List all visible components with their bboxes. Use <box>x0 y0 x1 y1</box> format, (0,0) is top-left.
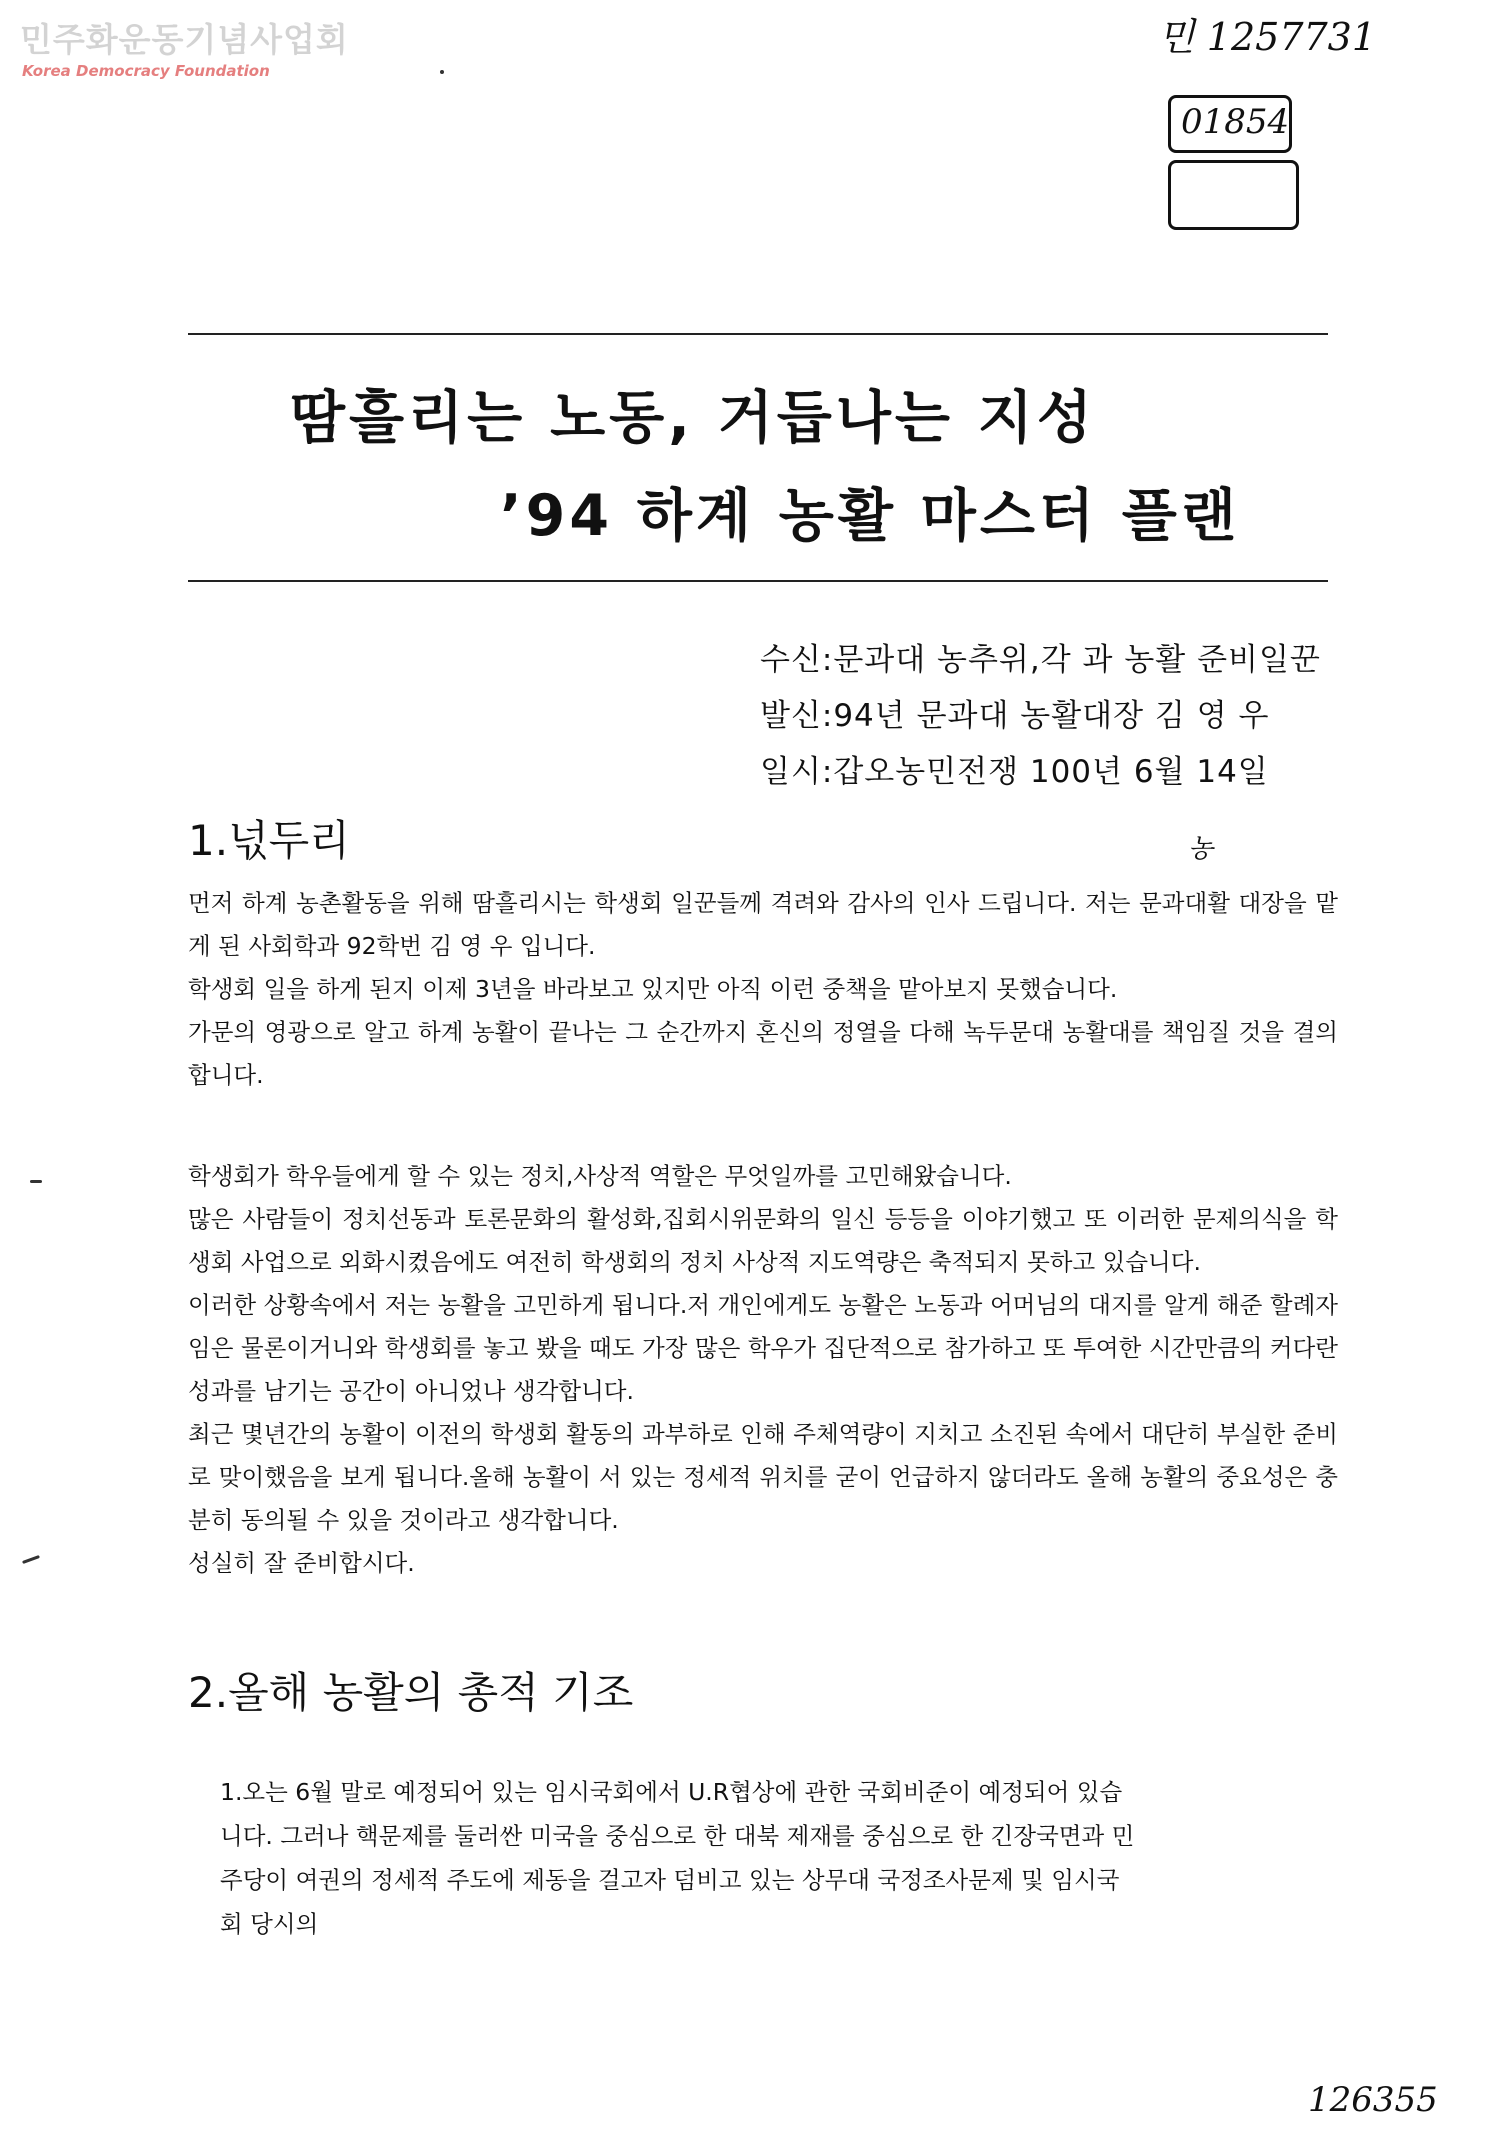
title-bottom-rule <box>188 580 1328 582</box>
section-1-paragraph: 먼저 하계 농촌활동을 위해 땀흘리시는 학생회 일꾼들께 격려와 감사의 인사 드립니다. 저는 문과대활 대장을 맡게 된 사회학과 92학번 김 영 우 입니다. <box>188 889 1338 960</box>
foundation-watermark-korean: 민주화운동기념사업회 <box>20 20 349 59</box>
section-1-paragraph: 학생회가 학우들에게 할 수 있는 정치,사상적 역할은 무엇일까를 고민해왔습니다. <box>188 1162 1012 1190</box>
handwritten-box-number <box>1168 95 1292 153</box>
section-2-heading: 2.올해 농활의 총적 기조 <box>188 1668 634 1717</box>
section-1-heading: 1.넋두리 <box>188 816 350 865</box>
box-number-text: 01854 <box>1181 102 1290 142</box>
foundation-watermark-english: Korea Democracy Foundation <box>22 62 270 80</box>
section-1-paragraph: 학생회 일을 하게 된지 이제 3년을 바라보고 있지만 아직 이런 중책을 맡아보지 못했습니다. <box>188 975 1118 1003</box>
section-1-paragraph: 성실히 잘 준비합시다. <box>188 1549 415 1577</box>
handwritten-margin-note: 농 <box>1188 834 1214 864</box>
scan-speck <box>30 1180 42 1183</box>
handwritten-archive-number: 민 1257731 <box>1158 15 1377 59</box>
empty-handwritten-box <box>1168 160 1299 230</box>
sender-line: 발신:94년 문과대 농활대장 김 영 우 <box>760 698 1270 734</box>
section-1-paragraph: 많은 사람들이 정치선동과 토론문화의 활성화,집회시위문화의 일신 등등을 이야기했고 또 이러한 문제의식을 학생회 사업으로 외화시켰음에도 여전히 학생회의 정치 사상적 지도역량은 축적되지 못하고 있습니다. <box>188 1205 1338 1276</box>
recipient-line: 수신:문과대 농추위,각 과 농활 준비일꾼 <box>760 642 1321 678</box>
section-2-paragraph: 1.오는 6월 말로 예정되어 있는 임시국회에서 U.R협상에 관한 국회비준이 예정되어 있습니다. 그러나 핵문제를 둘러싼 미국을 중심으로 한 대북 제재를 중심으로 한 긴장국면과 민주당이 여권의 정세적 주도에 제동을 걸고자 덤비고 있는 상무대 국정조사문제 및 임시국회 당시의 <box>220 1778 1135 1938</box>
scan-speck <box>440 70 444 74</box>
title-top-rule <box>188 333 1328 335</box>
handwritten-page-number: 126355 <box>1308 2080 1438 2120</box>
document-title: 땀흘리는 노동, 거듭나는 지성 <box>290 385 1096 451</box>
section-1-paragraph: 이러한 상황속에서 저는 농활을 고민하게 됩니다.저 개인에게도 농활은 노동과 어머님의 대지를 알게 해준 할례자임은 물론이거니와 학생회를 놓고 봤을 때도 가장 많은 학우가 집단적으로 참가하고 또 투여한 시간만큼의 커다란 성과를 남기는 공간이 아니었나 생각합니다. <box>188 1291 1338 1405</box>
section-1-paragraph: 최근 몇년간의 농활이 이전의 학생회 활동의 과부하로 인해 주체역량이 지치고 소진된 속에서 대단히 부실한 준비로 맞이했음을 보게 됩니다.올해 농활이 서 있는 정세적 위치를 굳이 언급하지 않더라도 올해 농활의 중요성은 충분히 동의될 수 있을 것이라고 생각합니다. <box>188 1420 1338 1534</box>
document-subtitle: ’94 하계 농활 마스터 플랜 <box>500 483 1240 549</box>
scan-speck <box>22 1555 40 1564</box>
section-1-paragraph: 가문의 영광으로 알고 하계 농활이 끝나는 그 순간까지 혼신의 정열을 다해 녹두문대 농활대를 책임질 것을 결의합니다. <box>188 1018 1338 1089</box>
date-line: 일시:갑오농민전쟁 100년 6월 14일 <box>760 754 1269 790</box>
